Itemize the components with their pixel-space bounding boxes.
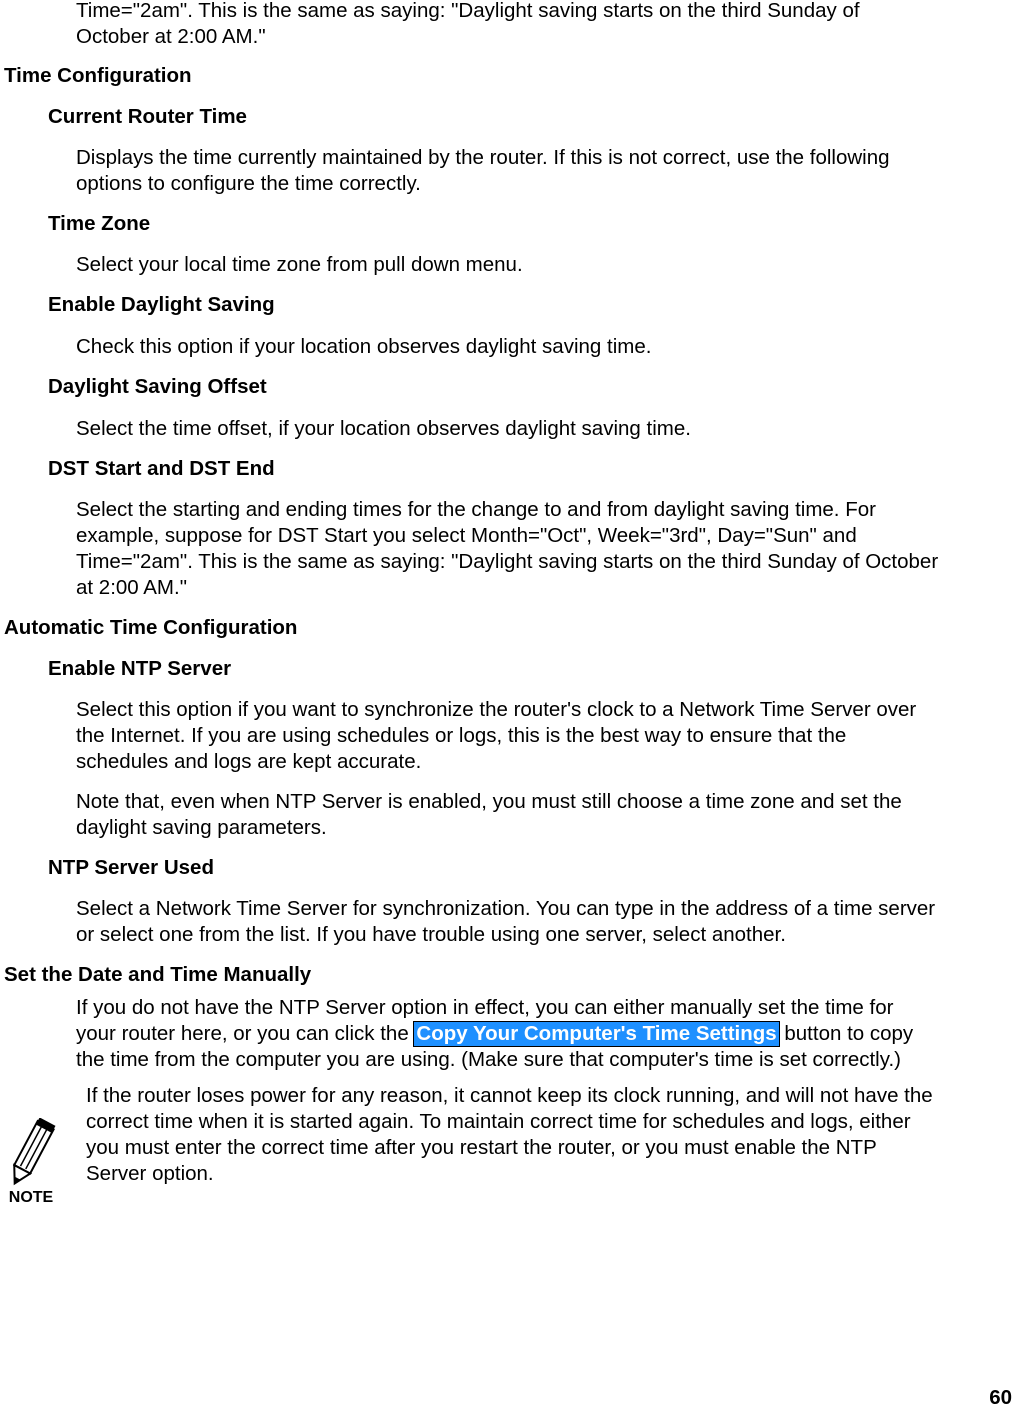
intro-line: Time="2am". This is the same as saying: "Daylight saving starts on the third Sunday of: [76, 0, 860, 22]
desc-line: daylight saving parameters.: [76, 816, 327, 839]
term-current-router-time: Current Router Time: [48, 105, 247, 128]
note-line: If the router loses power for any reason, it cannot keep its clock running, and will not have the: [86, 1084, 933, 1107]
desc-line: Check this option if your location observes daylight saving time.: [76, 335, 652, 358]
desc-time-zone: [76, 252, 1014, 278]
note-line: you must enter the correct time after you restart the router, or you must enable the NTP: [86, 1136, 877, 1159]
desc-line: Select this option if you want to synchronize the router's clock to a Network Time Server over: [76, 698, 917, 721]
intro-paragraph: [76, 0, 1014, 50]
desc-line: schedules and logs are kept accurate.: [76, 750, 422, 773]
desc-line-with-button: [76, 1021, 1014, 1047]
section-heading-automatic-time-configuration: Automatic Time Configuration: [4, 616, 298, 639]
desc-line: Time="2am". This is the same as saying: "Daylight saving starts on the third Sunday of October: [76, 550, 939, 573]
desc-set-date-time-manually: [76, 995, 1014, 1073]
term-enable-ntp-server: Enable NTP Server: [48, 657, 232, 680]
desc-current-router-time: [76, 145, 1014, 197]
term-dst-start-end: DST Start and DST End: [48, 457, 275, 480]
desc-enable-ntp-server: [76, 697, 1014, 775]
term-daylight-saving-offset: Daylight Saving Offset: [48, 375, 267, 398]
desc-line: Select your local time zone from pull down menu.: [76, 253, 523, 276]
desc-line: or select one from the list. If you have trouble using one server, select another.: [76, 923, 786, 946]
desc-line: the time from the computer you are using. (Make sure that computer's time is set correctly.): [76, 1048, 901, 1071]
desc-enable-ntp-server-note: [76, 789, 1014, 841]
desc-line: the Internet. If you are using schedules or logs, this is the best way to ensure that the: [76, 724, 847, 747]
term-enable-daylight-saving: Enable Daylight Saving: [48, 293, 275, 316]
section-heading-set-date-time-manually: Set the Date and Time Manually: [4, 963, 312, 986]
desc-line: Note that, even when NTP Server is enabled, you must still choose a time zone and set the: [76, 790, 902, 813]
desc-line: at 2:00 AM.": [76, 576, 187, 599]
page-number: 60: [989, 1386, 1012, 1409]
desc-line: example, suppose for DST Start you select Month="Oct", Week="3rd", Day="Sun" and: [76, 524, 857, 547]
note-line: correct time when it is started again. To maintain correct time for schedules and logs, either: [86, 1110, 911, 1133]
desc-text: your router here, or you can click the: [76, 1022, 415, 1045]
desc-dst-start-end: [76, 497, 1014, 601]
term-time-zone: Time Zone: [48, 212, 151, 235]
desc-daylight-saving-offset: [76, 416, 1014, 442]
term-ntp-server-used: NTP Server Used: [48, 856, 214, 879]
desc-line: Select a Network Time Server for synchronization. You can type in the address of a time server: [76, 897, 936, 920]
desc-line: options to configure the time correctly.: [76, 172, 421, 195]
desc-line: Select the time offset, if your location observes daylight saving time.: [76, 417, 691, 440]
desc-line: If you do not have the NTP Server option in effect, you can either manually set the time for: [76, 996, 894, 1019]
note-paragraph: [86, 1083, 1014, 1187]
desc-line: Select the starting and ending times for the change to and from daylight saving time. For: [76, 498, 876, 521]
desc-ntp-server-used: [76, 896, 1014, 948]
section-heading-time-configuration: Time Configuration: [4, 64, 192, 87]
note-line: Server option.: [86, 1162, 214, 1185]
intro-line: October at 2:00 AM.": [76, 25, 266, 48]
note-icon-label: NOTE: [8, 1189, 54, 1206]
pencil-note-icon: [2, 1118, 60, 1206]
desc-text: button to copy: [778, 1022, 914, 1045]
copy-computer-time-settings-button[interactable]: Copy Your Computer's Time Settings: [416, 1022, 777, 1045]
desc-line: Displays the time currently maintained by the router. If this is not correct, use the following: [76, 146, 890, 169]
desc-enable-daylight-saving: [76, 334, 1014, 360]
